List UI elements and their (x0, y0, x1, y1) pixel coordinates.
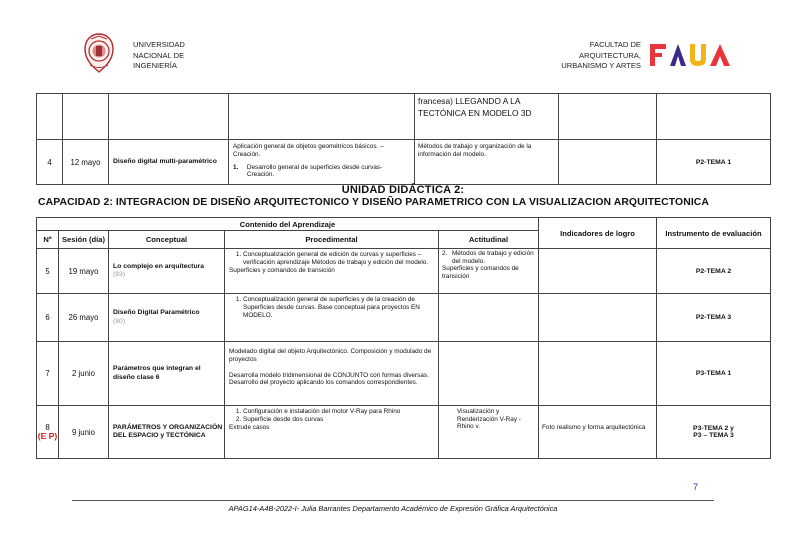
procedural-item (233, 164, 410, 180)
session-date: 2 junio (59, 342, 109, 406)
instrument-cell: P2-TEMA 2 (657, 249, 771, 294)
continuation-text (415, 94, 559, 140)
procedural-cell (225, 249, 439, 294)
procedural-item: 2. Superficie desde dos curvas (243, 416, 434, 424)
procedural-header: Procedimental (225, 231, 439, 249)
concept-code: (83) (113, 271, 126, 278)
page-number: 7 (693, 482, 699, 492)
content-group-header: Contenido del Aprendizaje (37, 218, 539, 231)
instrument-header: Instrumento de evaluación (657, 218, 771, 249)
number-header: Nº (37, 231, 59, 249)
attitudinal-cell (439, 294, 539, 342)
faculty-name-line: FACULTAD DE (589, 40, 641, 49)
capacity-title: CAPACIDAD 2: INTEGRACION DE DISEÑO ARQUITECTONICO Y DISEÑO PARAMETRICO CON LA VISUALIZACION ARQUITECTONICA (38, 197, 710, 208)
attitudinal-header: Actitudinal (439, 231, 539, 249)
session-date: 12 mayo (63, 140, 109, 185)
concept-cell: Diseño digital multi-paramétrico (109, 140, 229, 185)
indicator-cell (539, 249, 657, 294)
evaluation-tag: (E P) (37, 430, 58, 441)
session-number: 8 (45, 422, 50, 432)
attitudinal-cell: Métodos de trabajo y organización de la información del modelo. (415, 140, 559, 185)
previous-sessions-table (36, 93, 771, 185)
university-name (133, 40, 185, 72)
instrument-line: P3 – TEMA 3 (693, 432, 734, 439)
procedural-text: Aplicación general de objetos geométricos básicos. – Creación. (233, 143, 384, 158)
procedural-item: 1. Conceptualización general de superficies y de la creación de Superficies desde curvas. Base conceptual para proyectos EN MODELO. (243, 296, 434, 319)
attitudinal-item (442, 250, 535, 265)
faculty-name-line: ARQUITECTURA, (578, 50, 641, 60)
indicator-cell (539, 342, 657, 406)
table-row (37, 294, 771, 342)
procedural-cell (225, 294, 439, 342)
attitudinal-cell (439, 249, 539, 294)
continuation-line: TECTÓNICA EN MODELO 3D (418, 108, 532, 118)
university-name-line: UNIVERSIDAD (133, 40, 185, 49)
procedural-cell (229, 140, 415, 185)
procedural-extra: Extrude casos (229, 423, 270, 431)
session-number: 5 (37, 249, 59, 294)
concept-cell (109, 249, 225, 294)
session-number-cell (37, 406, 59, 459)
attitudinal-cell (439, 342, 539, 406)
concept-cell: Parámetros que integran el diseño clase 6 (109, 342, 225, 406)
indicators-header: Indicadores de logro (539, 218, 657, 249)
session-date: 26 mayo (59, 294, 109, 342)
table-row (37, 342, 771, 406)
learning-content-table (36, 217, 771, 459)
session-date: 9 junio (59, 406, 109, 459)
instrument-cell (657, 406, 771, 459)
attitudinal-extra: Superficies y comandos de transición (442, 265, 519, 280)
session-number: 7 (37, 342, 59, 406)
faua-logo (650, 44, 742, 66)
procedural-item: 1. Conceptualización general de edición de curvas y superficies – verificación aprendizaje Métodos de trabajo y edición del modelo. (243, 251, 434, 267)
table-row (37, 249, 771, 294)
instrument-cell: P2-TEMA 1 (657, 140, 771, 185)
table-header-row (37, 218, 771, 231)
unit-title: UNIDAD DIDÁCTICA 2: (341, 184, 465, 196)
procedural-item: 1. Configuración e instalación del motor V-Ray para Rhino (243, 408, 434, 416)
table-row (37, 140, 771, 185)
item-text: Desarrollo general de superficies desde curvas- Creación. (246, 163, 383, 179)
continuation-line: francesa) LLEGANDO A LA (418, 96, 521, 106)
indicator-cell: Foto realismo y forma arquitectónica (539, 406, 657, 459)
session-date: 19 mayo (59, 249, 109, 294)
table-row (37, 406, 771, 459)
instrument-cell: P3-TEMA 1 (657, 342, 771, 406)
university-name-line: NACIONAL DE (133, 50, 185, 60)
session-header: Sesión (día) (59, 231, 109, 249)
concept-cell: PARÁMETROS Y ORGANIZACIÓN DEL ESPACIO y TECTÓNICA (109, 406, 225, 459)
instrument-line: P3-TEMA 2 y (693, 425, 734, 432)
procedural-text: Modelado digital del objeto Arquitectónico. Composición y modulado de proyectos (229, 348, 432, 363)
item-number: 2. (442, 250, 448, 257)
concept-text: Lo complejo en arquitectura (113, 262, 205, 270)
session-number: 6 (37, 294, 59, 342)
instrument-cell: P2-TEMA 3 (657, 294, 771, 342)
footer-text: APAG14-A4B-2022-I- Julia Barrantes Departamento Académico de Expresión Gráfica Arquitectónica (228, 504, 558, 513)
session-number: 4 (37, 140, 63, 185)
concept-text: Diseño Digital Paramétrico (113, 309, 200, 317)
concept-code: (80) (113, 317, 126, 325)
item-number: 1. (233, 163, 239, 171)
procedural-text: Desarrolla modelo tridimensional de CONJUNTO con formas diversas. Desarrollo del proyecto aplicando los comandos correspondientes. (229, 371, 429, 387)
indicator-cell (539, 294, 657, 342)
attitudinal-cell: Visualización y Renderización V-Ray - Rhino v. (439, 406, 539, 459)
procedural-cell (225, 406, 439, 459)
faculty-name-line: URBANISMO Y ARTES (561, 61, 641, 70)
university-seal-logo (82, 33, 116, 73)
faculty-name (561, 40, 641, 72)
table-row (37, 94, 771, 140)
procedural-cell (225, 342, 439, 406)
university-name-line: INGENIERÍA (133, 61, 177, 70)
concept-cell (109, 294, 225, 342)
item-text: Métodos de trabajo y edición del modelo. (451, 250, 534, 265)
footer-divider (72, 500, 714, 501)
conceptual-header: Conceptual (109, 231, 225, 249)
procedural-extra: Superficies y comandos de transición (229, 266, 335, 274)
